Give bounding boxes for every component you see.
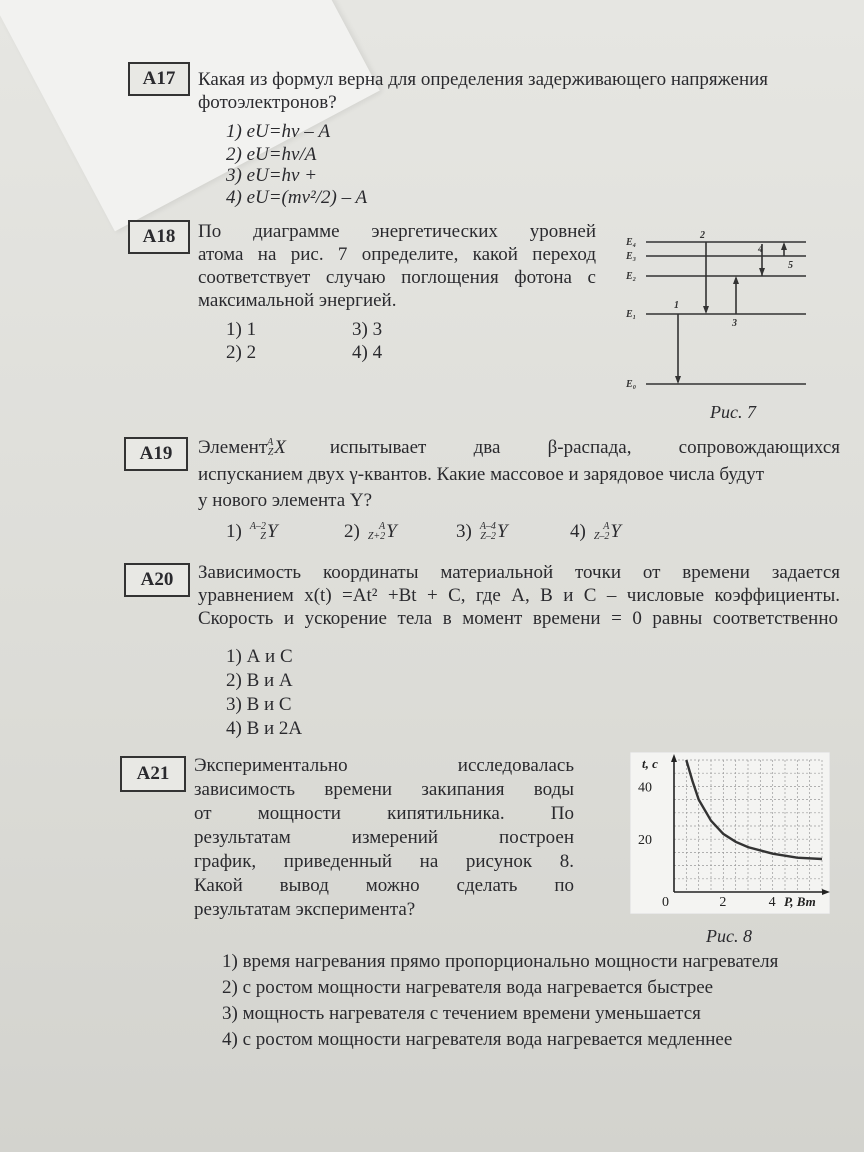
question-a21-text-2: зависимость времени закипания воды bbox=[194, 779, 574, 800]
a19-option-3-mass: A–4 bbox=[479, 520, 496, 532]
question-a21-text-1: Экспериментально исследовалась bbox=[194, 755, 574, 776]
question-number-a17: A17 bbox=[128, 62, 190, 96]
a19-option-3-number: 3) bbox=[456, 521, 472, 542]
a19-option-3-symbol: Y bbox=[496, 521, 508, 542]
a21-option-3[interactable]: 3) мощность нагревателя с течением времени уменьшается bbox=[222, 1003, 701, 1024]
level-e4-label: E₄ bbox=[626, 237, 637, 248]
a19-option-2-charge: Z+2 bbox=[367, 530, 386, 542]
question-a18-text-1: По диаграмме энергетических уровней bbox=[198, 221, 596, 242]
x-tick-label: 4 bbox=[768, 895, 776, 910]
a17-option-1[interactable]: 1) eU=hν – A bbox=[226, 121, 331, 142]
figure-8-caption: Рис. 8 bbox=[706, 926, 752, 946]
a21-option-2[interactable]: 2) с ростом мощности нагревателя вода нагревается быстрее bbox=[222, 977, 714, 998]
transition-2-label: 2 bbox=[700, 230, 705, 241]
level-e3-label: E₃ bbox=[626, 251, 637, 262]
a17-option-4[interactable]: 4) eU=(mν²/2) – A bbox=[226, 187, 368, 208]
a18-option-3[interactable]: 3) 3 bbox=[352, 319, 383, 340]
level-e1-label: E₁ bbox=[626, 309, 637, 320]
figure-7-caption: Рис. 7 bbox=[710, 402, 756, 422]
transition-1-label: 1 bbox=[674, 300, 679, 311]
transition-4-label: 4 bbox=[758, 244, 763, 255]
question-a17-text-1: Какая из формул верна для определения задерживающего напряжения bbox=[198, 69, 769, 90]
question-number-a18: A18 bbox=[128, 220, 190, 254]
level-e0-label: E₀ bbox=[626, 379, 637, 390]
level-e2-label: E₂ bbox=[626, 271, 637, 282]
question-a18-text-2: атома на рис. 7 определите, какой переход bbox=[198, 244, 596, 265]
a19-option-3[interactable] bbox=[456, 520, 508, 543]
a19-word-element: Элемент bbox=[198, 437, 268, 458]
a19-element-mass-number: A bbox=[267, 436, 274, 448]
a19-option-1[interactable] bbox=[226, 520, 278, 543]
transition-5-label: 5 bbox=[788, 260, 793, 271]
boiling-time-chart bbox=[630, 752, 830, 914]
a19-option-2[interactable] bbox=[344, 520, 397, 543]
a19-option-3-nuclide bbox=[480, 520, 508, 543]
question-number-a21: A21 bbox=[120, 756, 186, 792]
a19-option-2-nuclide bbox=[368, 520, 397, 543]
transition-3-label: 3 bbox=[732, 318, 737, 329]
question-a18-text-4: максимальной энергией. bbox=[198, 290, 397, 311]
a19-element-symbol: X bbox=[274, 437, 286, 458]
a19-element-charge-number: Z bbox=[267, 446, 274, 458]
a18-option-2[interactable]: 2) 2 bbox=[226, 342, 257, 363]
a19-text-rest: испытывает два β-распада, сопровождающихся bbox=[329, 437, 840, 458]
a19-option-4-nuclide bbox=[594, 520, 621, 543]
a19-option-4-number: 4) bbox=[570, 521, 586, 542]
x-axis-label: P, Вт bbox=[784, 894, 816, 909]
a17-option-2[interactable]: 2) eU=hν/A bbox=[226, 144, 317, 165]
a20-option-4[interactable]: 4) В и 2А bbox=[226, 718, 303, 739]
a19-option-4-charge: Z–2 bbox=[593, 530, 610, 542]
a18-option-1[interactable]: 1) 1 bbox=[226, 319, 257, 340]
question-a18-text-3: соответствует случаю поглощения фотона с bbox=[198, 267, 596, 288]
question-a20-text-1: Зависимость координаты материальной точки от времени задается bbox=[198, 562, 840, 583]
question-a20-text-2: уравнением x(t) =At² +Bt + C, где A, B и C – числовые коэффициенты. bbox=[198, 585, 840, 606]
a19-option-4[interactable] bbox=[570, 520, 621, 543]
question-a17-text-2: фотоэлектронов? bbox=[198, 92, 337, 113]
a19-element-x bbox=[267, 436, 286, 459]
a19-option-1-symbol: Y bbox=[266, 521, 278, 542]
a19-option-1-charge: Z bbox=[260, 530, 266, 542]
question-a21-text-5: график, приведенный на рисунок 8. bbox=[194, 851, 574, 872]
question-number-a19: A19 bbox=[124, 437, 188, 471]
a20-option-1[interactable]: 1) А и С bbox=[226, 646, 293, 667]
a19-option-2-number: 2) bbox=[344, 521, 360, 542]
question-a19-text-3: у нового элемента Y? bbox=[198, 490, 373, 511]
a20-option-3[interactable]: 3) В и С bbox=[226, 694, 292, 715]
a21-option-1[interactable]: 1) время нагревания прямо пропорционально мощности нагревателя bbox=[222, 951, 779, 972]
question-number-a20: A20 bbox=[124, 563, 190, 597]
y-axis-label: t, с bbox=[642, 756, 658, 771]
a17-option-3[interactable]: 3) eU=hν + bbox=[226, 165, 318, 186]
a19-option-4-mass: A bbox=[603, 520, 610, 532]
a19-option-1-nuclide bbox=[250, 520, 278, 543]
x-tick-label: 2 bbox=[719, 895, 727, 910]
question-a21-text-4: результатам измерений построен bbox=[194, 827, 574, 848]
x-tick-label: 0 bbox=[662, 895, 669, 910]
a19-option-2-mass: A bbox=[379, 520, 386, 532]
a19-option-1-number: 1) bbox=[226, 521, 242, 542]
question-a19-text-2: испусканием двух γ-квантов. Какие массовое и зарядовое числа будут bbox=[198, 464, 765, 485]
a19-option-2-symbol: Y bbox=[386, 521, 397, 542]
question-a21-text-6: Какой вывод можно сделать по bbox=[194, 875, 574, 896]
question-a21-text-7: результатам эксперимента? bbox=[194, 899, 416, 920]
a20-option-2[interactable]: 2) В и А bbox=[226, 670, 293, 691]
energy-level-diagram bbox=[620, 228, 820, 396]
a19-option-3-charge: Z–2 bbox=[480, 530, 496, 542]
a19-option-1-mass: A–2 bbox=[249, 520, 266, 532]
y-tick-label: 40 bbox=[638, 780, 652, 796]
question-a20-text-3: Скорость и ускорение тела в момент времени = 0 равны соответственно bbox=[198, 608, 838, 629]
question-a21-text-3: от мощности кипятильника. По bbox=[194, 803, 574, 824]
a21-option-4[interactable]: 4) с ростом мощности нагревателя вода нагревается медленнее bbox=[222, 1029, 733, 1050]
a19-option-4-symbol: Y bbox=[610, 521, 621, 542]
a18-option-4[interactable]: 4) 4 bbox=[352, 342, 383, 363]
y-tick-label: 20 bbox=[638, 833, 652, 849]
question-a19-text-1 bbox=[198, 436, 840, 459]
